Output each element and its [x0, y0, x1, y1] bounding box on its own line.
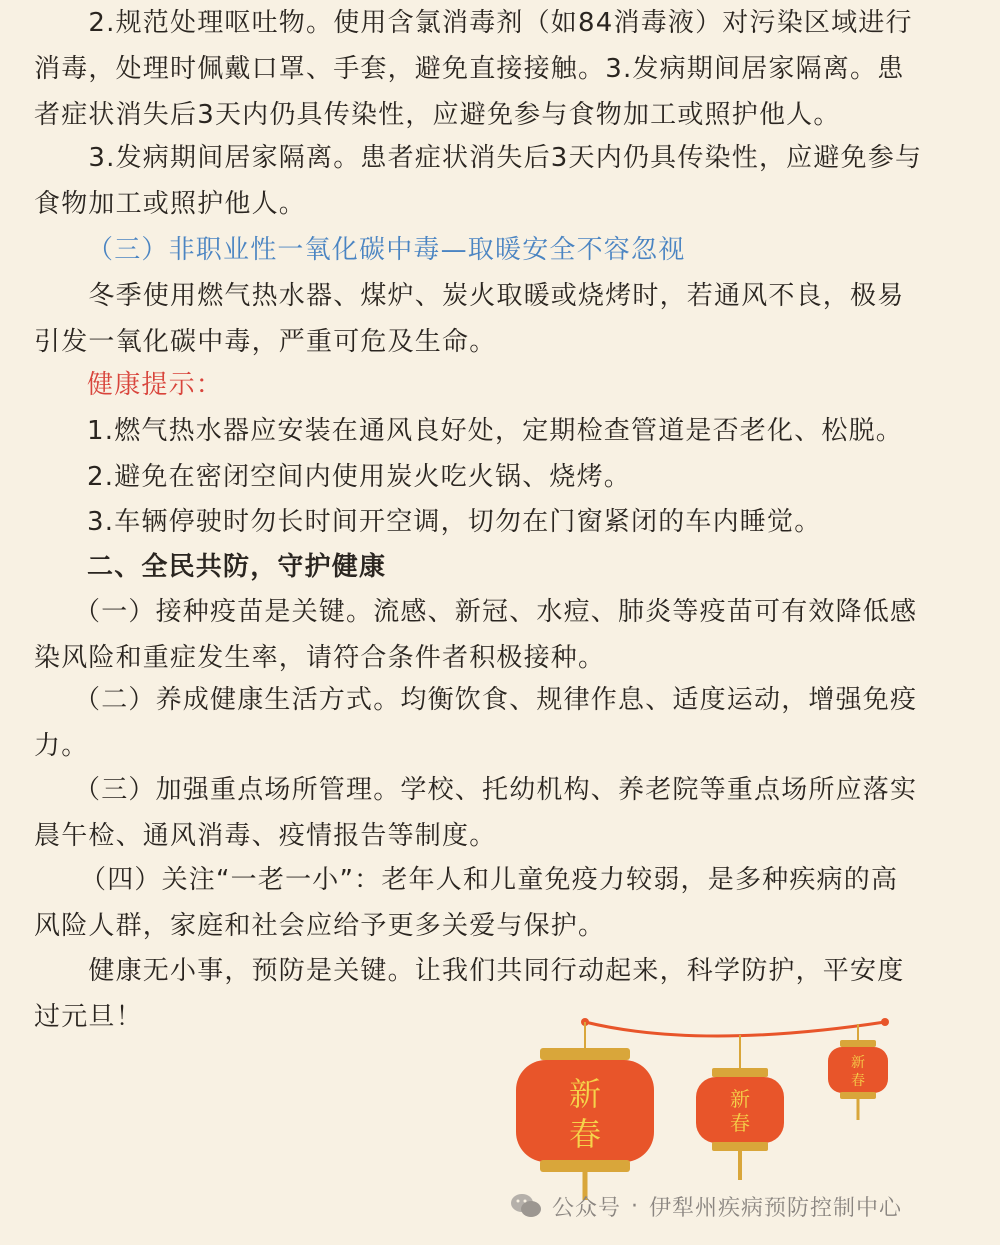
paragraph-home-isolation [34, 136, 974, 228]
lantern-text: 春 [568, 1115, 602, 1153]
text-line: 力。 [34, 731, 89, 761]
lanterns-illustration [500, 1010, 900, 1205]
footer-separator: · [631, 1193, 640, 1219]
text-line: （二）养成健康生活方式。均衡饮食、规律作息、适度运动，增强免疫 [74, 685, 918, 715]
measure-vaccination [34, 590, 974, 682]
footer-account: 伊犁州疾病预防控制中心 [649, 1195, 903, 1221]
part-two-heading: 二、全民共防，守护健康 [87, 552, 387, 582]
lantern-text: 新 [568, 1075, 602, 1113]
text-line: 引发一氧化碳中毒，严重可危及生命。 [34, 327, 497, 357]
text-line: 3.发病期间居家隔离。患者症状消失后3天内仍具传染性，应避免参与 [34, 143, 923, 173]
text-line: 风险人群，家庭和社会应给予更多关爱与保护。 [34, 911, 606, 941]
wechat-icon [510, 1192, 542, 1220]
health-tip-item: 3.车辆停驶时勿长时间开空调，切勿在门窗紧闭的车内睡觉。 [87, 507, 822, 537]
text-line: （三）加强重点场所管理。学校、托幼机构、养老院等重点场所应落实 [74, 775, 918, 805]
paragraph-vomit-handling [34, 0, 974, 140]
text-line: 染风险和重症发生率，请符合条件者积极接种。 [34, 643, 606, 673]
section-heading-co: （三）非职业性一氧化碳中毒—取暖安全不容忽视 [87, 235, 686, 265]
lantern-text: 春 [851, 1073, 865, 1089]
health-tip-item: 2.避免在密闭空间内使用炭火吃火锅、烧烤。 [87, 462, 632, 492]
text-line: （四）关注“一老一小”：老年人和儿童免疫力较弱，是多种疾病的高 [80, 865, 899, 895]
lantern-text: 新 [730, 1087, 750, 1111]
measure-healthy-lifestyle [34, 678, 974, 770]
lantern-medium [696, 1035, 784, 1180]
text-line: 2.规范处理呕吐物。使用含氯消毒剂（如84消毒液）对污染区域进行 [34, 8, 913, 38]
lantern-text: 新 [851, 1055, 865, 1071]
measure-elderly-children [34, 858, 974, 950]
account-watermark [510, 1186, 980, 1226]
health-tip-label: 健康提示： [87, 370, 224, 400]
measure-key-places [34, 768, 974, 860]
text-line: 冬季使用燃气热水器、煤炉、炭火取暖或烧烤时，若通风不良，极易 [34, 281, 905, 311]
lantern-small [828, 1024, 888, 1120]
footer-label: 公众号 [552, 1195, 622, 1221]
text-line: （一）接种疫苗是关键。流感、新冠、水痘、肺炎等疫苗可有效降低感 [74, 597, 918, 627]
lantern-large [516, 1022, 654, 1200]
paragraph-co [34, 274, 974, 366]
health-tip-item: 1.燃气热水器应安装在通风良好处，定期检查管道是否老化、松脱。 [87, 416, 904, 446]
text-line: 者症状消失后3天内仍具传染性，应避免参与食物加工或照护他人。 [34, 100, 841, 130]
lantern-text: 春 [730, 1111, 750, 1135]
text-line: 健康无小事，预防是关键。让我们共同行动起来，科学防护，平安度 [34, 956, 905, 986]
text-line: 过元旦！ [34, 1002, 143, 1032]
text-line: 晨午检、通风消毒、疫情报告等制度。 [34, 821, 497, 851]
text-line: 消毒，处理时佩戴口罩、手套，避免直接接触。3.发病期间居家隔离。患 [34, 54, 905, 84]
text-line: 食物加工或照护他人。 [34, 189, 307, 219]
